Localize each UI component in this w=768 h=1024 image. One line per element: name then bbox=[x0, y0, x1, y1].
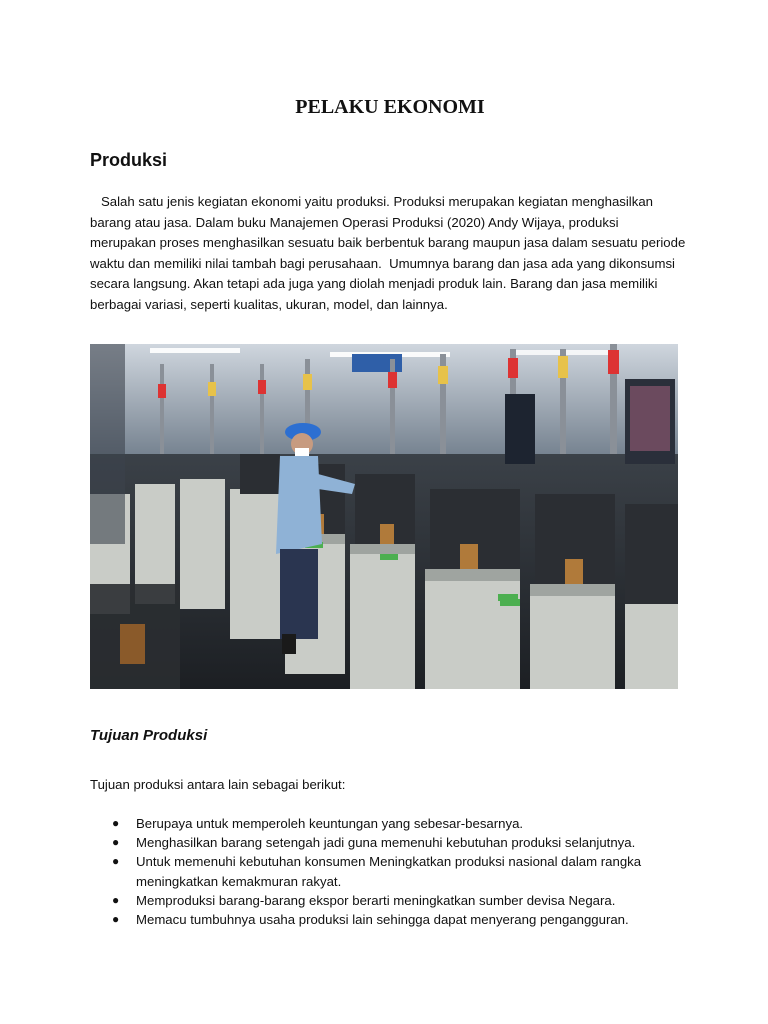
bullet-icon: ● bbox=[112, 912, 120, 927]
list-item bbox=[90, 833, 680, 852]
intro-paragraph: Salah satu jenis kegiatan ekonomi yaitu produksi. Produksi merupakan kegiatan menghasilkan barang atau jasa. Dalam buku Manajemen Operasi Produksi (2020) Andy Wijaya, produksi merupakan proses menghasilkan sesuatu baik berbentuk barang maupun jasa dalam sesuatu periode waktu dan memiliki nilai tambah bagi perusahaan. Umumnya barang dan jasa ada yang dikonsumsi secara langsung. Akan tetapi ada juga yang diolah menjadi produk lain. Barang dan jasa memiliki berbagai variasi, seperti kualitas, ukuran, model, dan lainnya. bbox=[90, 194, 689, 312]
document-title: PELAKU EKONOMI bbox=[295, 96, 485, 118]
subheading-tujuan-produksi: Tujuan Produksi bbox=[90, 727, 208, 744]
list-item bbox=[90, 852, 680, 890]
goals-lead-text: Tujuan produksi antara lain sebagai berikut: bbox=[90, 777, 346, 792]
section-heading-produksi: Produksi bbox=[90, 150, 168, 170]
bullet-icon: ● bbox=[112, 835, 120, 850]
list-item-text: Memproduksi barang-barang ekspor berarti meningkatkan sumber devisa Negara. bbox=[136, 892, 616, 908]
list-item bbox=[90, 814, 680, 833]
list-item-text: Untuk memenuhi kebutuhan konsumen Meningkatkan produksi nasional dalam rangka meningkatkan kemakmuran rakyat. bbox=[136, 854, 642, 889]
list-item bbox=[90, 891, 680, 910]
goals-list bbox=[90, 814, 680, 929]
bullet-icon: ● bbox=[112, 816, 120, 830]
bullet-icon: ● bbox=[112, 854, 120, 869]
list-item-text: Berupaya untuk memperoleh keuntungan yang sebesar-besarnya. bbox=[136, 816, 524, 831]
bullet-icon: ● bbox=[112, 892, 120, 907]
list-item bbox=[90, 910, 680, 929]
list-item-text: Menghasilkan barang setengah jadi guna memenuhi kebutuhan produksi selanjutnya. bbox=[136, 835, 636, 851]
list-item-text: Memacu tumbuhnya usaha produksi lain sehingga dapat menyerang pengangguran. bbox=[136, 912, 629, 928]
factory-photo bbox=[90, 344, 678, 689]
